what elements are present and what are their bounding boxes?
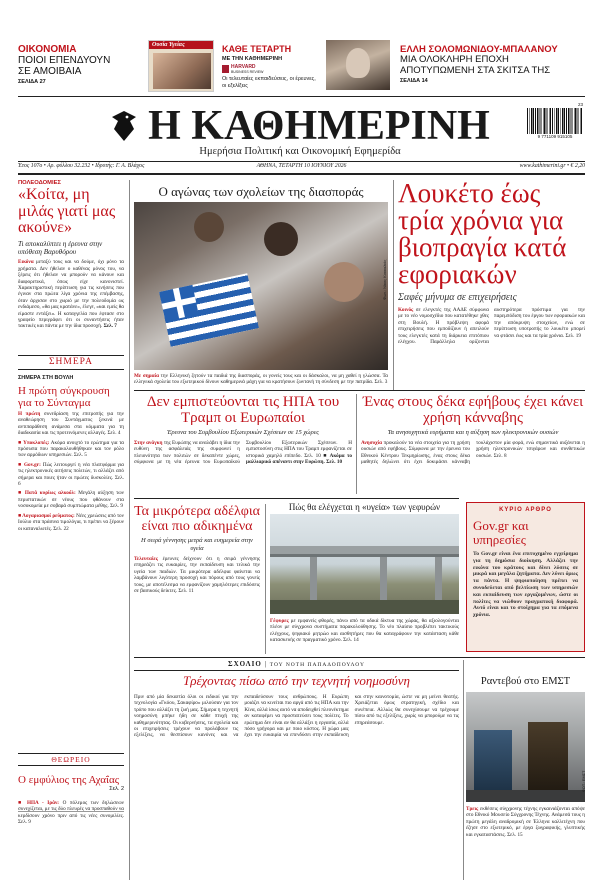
masthead-name: Η ΚΑΘΗΜΕΡΙΝΗ — [148, 103, 490, 149]
barcode-num: 9 771109 915105 — [537, 134, 573, 139]
usa-extra: ■ Ακόμα το μαλλιαρικό απέναντι στην Ευρώπη. Σελ. 10 — [246, 452, 352, 466]
ravento-body-lead: Τρεις — [466, 806, 479, 812]
simera-body-text: συνεδρίαση της επιτροπής για την αναθεώρηση του Συντάγματος ξεκινά με αντιπαράθεση ανάμεσα στα κόμματα για τη διαδικασία και τις προτεινόμενες αλλαγές. Σελ. 4 — [18, 411, 124, 437]
ravento-body-text: εκθέσεις σύγχρονης τέχνης εγκαινιάζονται απόψε στο Εθνικό Μουσείο Σύγχρονης Τέχνης. Ανάμεσά τους η πρώτη μεγάλη αναδρομική σε Έλληνα καλλιτέχνη που έζησε στο εξωτερικό, με έργα ζωγραφικής, γλυπτικής και εγκαταστάσεις. Σελ. 15 — [466, 806, 585, 838]
main-dek: Σαφές μήνυμα σε επιχειρήσεις — [398, 292, 517, 303]
main-title: Λουκέτο έως τρία χρόνια για βιοπραγία κατά εφοριακών — [398, 178, 567, 289]
harvard-brand-sub: BUSINESS REVIEW — [231, 70, 264, 74]
sisters-title: Τα μικρότερα αδέλφια είναι πιο αδικημένα — [134, 504, 260, 534]
kyrio-arthro[interactable] — [466, 502, 585, 652]
teaser-center-kicker: ΚΑΘΕ ΤΕΤΑΡΤΗ — [222, 44, 292, 54]
magazine-cover[interactable] — [148, 40, 214, 92]
simera-header: ΣΗΜΕΡΑ — [49, 357, 93, 367]
theoreio-item-text: Ο πόλεμος των δηλώσεων συνεχίζεται, με τις δύο πλευρές να προσπαθούν να κερδίσουν χρόνο πριν από τις νέες συνομιλίες. Σελ. 9 — [18, 800, 124, 826]
kyrio-title: Gov.gr και υπηρεσίες — [473, 518, 529, 547]
teaser-left-kicker: ΟΙΚΟΝΟΜΙΑ — [18, 44, 77, 55]
left-page: Σελ. 7 — [103, 323, 117, 330]
kyrio-header: ΚΥΡΙΟ ΑΡΘΡΟ — [499, 507, 552, 513]
teaser-right-kicker: ΕΛΛΗ ΣΟΛΟΜΩΝΙΔΟΥ-ΜΠΑΛΑΝΟΥ — [400, 44, 558, 55]
sisters-body — [134, 556, 260, 594]
dateline: ΑΘΗΝΑ, ΤΕΤΑΡΤΗ 10 ΙΟΥΝΙΟΥ 2026 — [256, 163, 347, 169]
cannabis-body-text: προκαλούν τα νέα στοιχεία για τη χρήση ουσιών από εφήβους. Σύμφωνα με την έρευνα του Εθνικού Κέντρου Τεκμηρίωσης, ένας στους δέκα μαθητές δηλώνει ότι έχει δοκιμάσει κάνναβη τουλάχιστον μία φορά, ενώ σημαντικά αυξάνεται η χρήση ηλεκτρονικών τσιγάρων και συνθετικών ουσιών. Σελ. 8 — [361, 440, 585, 466]
issue-info: Έτος 107ο • Αρ. φύλλου 32.232 • Ιδρυτής: Γ. Α. Βλάχος — [18, 163, 145, 169]
main-body — [398, 307, 585, 345]
main-body-text: σε ελεγκτές της ΑΑΔΕ σύμφωνα με το νέο νομοσχέδιο που κατατέθηκε χθες στη Βουλή. Η πρόβλεψη αφορά επιχειρήσεις που εμποδίζουν ή απειλούν τους ελεγκτές κατά τη διάρκεια επιτόπιου ελέγχου. Παράλληλα ορίζονται αυστηρότερα πρόστιμα για την παρεμπόδιση του έργου των εφοριακών και την απόκρυψη στοιχείων, ενώ σε περίπτωση υποτροπής το λουκέτο μπορεί να φτάσει έως και τα τρία χρόνια. Σελ. 19 — [398, 307, 585, 346]
teaser-center-sub: ΜΕ ΤΗΝ ΚΑΘΗΜΕΡΙΝΗ — [222, 56, 283, 62]
harvard-logo-icon — [222, 65, 229, 73]
simera-item[interactable] — [18, 513, 124, 532]
simera-item-lead: ■ Πατά κυρίως αλκοόλ: — [18, 490, 76, 497]
left-dek: Τι αποκαλύπτει η έρευνα στην υπόθεση Βαρυθόρου — [18, 239, 103, 256]
main-body-lead: Κοινός — [398, 307, 414, 313]
theoreio-item-lead: ■ ΗΠΑ - Ιράν: — [18, 800, 60, 806]
usa-body — [134, 440, 352, 466]
simera-body — [18, 411, 124, 437]
bridge-body-lead: Γέφυρες — [270, 618, 289, 624]
barcode-issue: 23 — [577, 102, 583, 107]
magazine-photo — [153, 53, 211, 89]
bridge-title: Πώς θα ελέγχεται η «υγεία» των γεφυρών — [288, 502, 441, 512]
simera-item-text: Μεγάλη αύξηση των περιστατικών σε νέους που φθάνουν στα νοσοκομεία με σοβαρά συμπτώματα μέθης. Σελ. 9 — [18, 490, 124, 510]
teaser-left[interactable] — [18, 44, 138, 85]
simera-item[interactable] — [18, 490, 124, 509]
greek-flag-icon — [159, 273, 259, 346]
simera-body-lead: Η πρώτη — [18, 411, 41, 417]
usa-dek: Έρευνα του Συμβουλίου Εξωτερικών Σχέσεων σε 15 χώρες — [167, 429, 319, 436]
simera-item-text: Νέες χρεώσεις από τον Ιούλιο στα πράσινα τιμολόγια, τι πρέπει να ξέρουν οι καταναλωτές. Σελ. 22 — [18, 512, 124, 532]
theoreio-page: Σελ. 2 — [109, 786, 124, 792]
left-kicker: ΠΟΛΕΟΔΟΜΙΕΣ — [18, 180, 61, 186]
left-title: «Κοίτα, μη μιλάς γιατί μας ακούνε» — [18, 186, 116, 236]
simera-item-text: Ακόμα ανοιχτό το ερώτημα για τα πρόσωπα που παρακολουθήθηκαν και τον ρόλο των αρμόδιων υπηρεσιών. Σελ. 5 — [18, 439, 125, 459]
left-body-text: μεταξύ τους και να δούμε, όχι μόνο τα χρήματα. Δεν ήθελαν ο καθένας μόνος του, να ξέρεις ότι ήθελαν να μπορούν να κάνουν και διαφορετικά, όπως είχε κανονιστεί. Χαρακτηριστική περίπτωση για τις κινήσεις που έγιναν στα πρώτα λίγα χρόνια της επέμβασης, όταν άρχισαν στο χωριό με την πολεοδομία ως ενδιάμεσο, «θα μας κρατάνε», έλεγε, «και εμείς θα είμαστε εντάξει». Η καταγγελία που έφτασε στο γραφείο περιγράφει ότι οι συναντήσεις ήταν τακτικές και πάντα με την ίδια προσοχή. — [18, 259, 124, 330]
left-body — [18, 259, 124, 329]
usa-body-lead: Στην ανάγκη — [134, 440, 163, 446]
simera-item-lead: ■ Λογαριασμοί ρεύματος: — [18, 512, 75, 519]
teaser-right-photo — [326, 40, 390, 90]
simera-item-lead: ■ Gov.gr: — [18, 461, 41, 468]
ravento-credit: ΦΩΤ.: ΕΜΣΤ — [582, 770, 586, 792]
simera-title: Η πρώτη σύγκρουση για το Σύνταγμα — [18, 385, 110, 409]
left-body-lead: Εικόνα — [18, 259, 34, 266]
scholio-label: ΣΧΟΛΙΟ — [228, 660, 262, 668]
simera-item-lead: ■ Υποκλοπές: — [18, 439, 50, 446]
harvard-brand: HARVARD — [231, 64, 256, 70]
cannabis-body-lead: Ανησυχία — [361, 440, 383, 446]
cannabis-body — [361, 440, 585, 466]
eagle-icon — [110, 109, 138, 143]
scholio-title: Τρέχοντας πίσω από την τεχνητή νοημοσύνη — [183, 673, 410, 688]
bridge-body-text: με εμφανείς φθορές, πάνω από τα οδικά δίκτυα της χώρας, θα αξιολογούνται πλέον με σύγχρονα συστήματα παρακολούθησης. Το νέο πλαίσιο προβλέπει τακτικούς ελέγχους, ψηφιακό μητρώο και αισθητήρες που θα καταγράφουν την κατάσταση κάθε κατασκευής σε πραγματικό χρόνο. Σελ. 14 — [270, 618, 459, 644]
left-story[interactable] — [18, 180, 124, 330]
theoreio-header: ΘΕΩΡΕΙΟ — [51, 755, 91, 764]
simera-item[interactable] — [18, 440, 124, 459]
theoreio-title: Ο εμφύλιος της Αχαΐας — [18, 774, 120, 786]
simera-box — [18, 355, 124, 535]
scholio-body: Πριν από μία δεκαετία όλοι οι ειδικοί για την τεχνολογία «Γκόου, Σακαφίρο» μιλούσαν για τον τρόπο που αλλάζει τη ζωή μας. Σήμερα η τεχνητή νοημοσύνη μπήκε ήδη σε κάθε πτυχή της καθημερινότητας. Οι κυβερνήσεις, τα σχολεία και οι επιχειρήσεις τρέχουν να προλάβουν τις εξελίξεις, να θεσπίσουν κανόνες και να εκπαιδεύσουν τους ανθρώπους. Η Ευρώπη μοιάζει να κινείται πιο αργά από τις ΗΠΑ και την Κίνα, αλλά ίσως αυτό να αποδειχθεί πλεονέκτημα αν καταφέρει να προστατεύσει τους πολίτες. Το ερώτημα δεν είναι αν θα αλλάξει η εργασία, αλλά πόσο γρήγορα και με ποιο κόστος. Η χώρα μας έχει την ευκαιρία να επενδύσει στην εκπαίδευση και στην καινοτομία, ώστε να μη μείνει θεατής. Χρειάζεται όμως στρατηγική, σχέδιο και συνέπεια. Αλλιώς θα συνεχίσουμε να τρέχουμε πίσω από τις εξελίξεις, χωρίς να μπορούμε να τις επηρεάσουμε. — [134, 694, 459, 739]
ravento-body — [466, 806, 585, 838]
simera-items — [18, 440, 124, 532]
theoreio-box[interactable] — [18, 753, 124, 826]
hero-caption-text: την Ελληνική ζητούν τα παιδιά της διασποράς, οι γονείς τους και οι δάσκαλοι, να μη χαθεί η γλώσσα. Τα ελληνικά σχολεία του εξωτερικού δίνουν καθημερινά μάχη για να κρατήσουν ζωντανή τη σύνδεση με την πατρίδα. Σελ. 3 — [134, 373, 388, 386]
hero-photo[interactable] — [134, 202, 388, 370]
kyrio-body: Το Gov.gr είναι ένα επιτυχημένο εγχείρημα για τη δημόσια διοίκηση. Αλλάζει την εικόνα του κράτους και δίνει λύσεις σε μικρά και μεγάλα ζητήματα. Δεν λύνει όμως τα πάντα. Η ψηφιοποίηση πρέπει να συνοδεύεται από βελτίωση των υπηρεσιών και εκπαίδευση των εργαζομένων, ώστε οι πολίτες να νιώθουν πραγματική διαφορά. Αυτό είναι και το στοίχημα για τα επόμενα χρόνια. — [473, 551, 578, 619]
masthead-tagline: Ημερήσια Πολιτική και Οικονομική Εφημερίδα — [199, 146, 401, 157]
hero-caption — [134, 373, 388, 386]
cannabis-title: Ένας στους δέκα εφήβους έχει κάνει χρήση κάνναβης — [362, 394, 584, 426]
issue-line — [18, 163, 585, 172]
sisters-body-text: έρευνες δείχνουν ότι η σειρά γέννησης επηρεάζει τις ευκαιρίες, την εκπαίδευση και τελικά την υγεία των παιδιών. Τα μικρότερα αδέλφια φαίνεται να λαμβάνουν λιγότερη προσοχή και πόρους από τους γονείς τους, με αποτέλεσμα να εμφανίζουν χαμηλότερες επιδόσεις σε βασικούς δείκτες. Σελ. 11 — [134, 556, 260, 595]
sisters-body-lead: Τελευταίες — [134, 556, 158, 562]
simera-item-text: Πώς λειτουργεί η νέα πλατφόρμα για τις ηλεκτρονικές αιτήσεις πολιτών, τι αλλάζει από σήμερα και ποιες ήταν οι πρώτες δυσκολίες. Σελ. 6 — [18, 461, 124, 488]
simera-sub: ΣΗΜΕΡΑ ΣΤΗ ΒΟΥΛΗ — [18, 375, 74, 381]
teaser-right-page: ΣΕΛΙΔΑ 14 — [400, 78, 428, 84]
hero-title: Ο αγώνας των σχολείων της διασποράς — [158, 184, 364, 199]
bridge-body — [270, 618, 459, 644]
scholio-author: ΤΟΥ ΝΟΤΗ ΠΑΠΑΔΟΠΟΥΛΟΥ — [269, 662, 365, 668]
usa-title: Δεν εμπιστεύονται τις ΗΠΑ του Τραμπ οι Ευρωπαίοι — [146, 394, 340, 426]
barcode — [527, 102, 583, 144]
cannabis-story[interactable] — [361, 394, 585, 466]
hero-caption-lead: Με σημαία — [134, 373, 160, 379]
teaser-right[interactable] — [400, 44, 585, 84]
ravento-photo[interactable] — [466, 692, 585, 802]
teaser-center-text: Οι τελευταίες εκπαιδεύσεις, οι έρευνες, οι εξελίξεις — [222, 76, 316, 89]
teaser-center[interactable] — [222, 44, 318, 89]
usa-body-text: της Ευρώπης να αναλάβει η ίδια την ευθύνη της ασφάλειάς της συμφωνεί η πλειονότητα των πολιτών σε δεκαπέντε χώρες, σύμφωνα με τη νέα έρευνα του Ευρωπαϊκού Συμβουλίου Εξωτερικών Σχέσεων. Η εμπιστοσύνη στις ΗΠΑ του Τραμπ εμφανίζεται σε ιστορικά χαμηλό επίπεδο. Σελ. 10 — [134, 440, 352, 466]
main-story[interactable] — [398, 180, 585, 345]
sisters-dek: Η σειρά γέννησης μετρά και ευημερεία στην υγεία — [141, 537, 253, 552]
theoreio-item — [18, 800, 124, 826]
ravento-title: Ραντεβού στο ΕΜΣΤ — [480, 676, 571, 687]
bridge-photo[interactable] — [270, 514, 459, 614]
magazine-title: Ουσία Υγείας — [149, 41, 213, 49]
masthead-logo — [80, 102, 520, 149]
teaser-left-title: ΠΟΙΟΙ ΕΠΕΝΔΥΟΥΝ ΣΕ ΑΜΟΙΒΑΙΑ — [18, 55, 111, 77]
teaser-right-title: ΜΙΑ ΟΛΟΚΛΗΡΗ ΕΠΟΧΗ ΑΠΟΤΥΠΩΜΕΝΗ ΣΤΑ ΣΚΙΤΣΑ ΤΗΣ — [400, 54, 551, 76]
simera-item[interactable] — [18, 462, 124, 488]
sisters-story[interactable] — [134, 504, 260, 594]
hero-credit: Φωτ.: Νίκος Κοκκαλιάς — [382, 259, 387, 300]
cannabis-dek: Τα ανησυχητικά ευρήματα και η αύξηση των ηλεκτρονικών ουσιών — [387, 429, 559, 436]
usa-story[interactable] — [134, 394, 352, 466]
site-price: www.kathimerini.gr • € 2,20 — [519, 163, 585, 169]
scholio-header: ΣΧΟΛΙΟ | ΤΟΥ ΝΟΤΗ ΠΑΠΑΔΟΠΟΥΛΟΥ — [228, 660, 365, 668]
teaser-left-page: ΣΕΛΙΔΑ 27 — [18, 79, 46, 85]
